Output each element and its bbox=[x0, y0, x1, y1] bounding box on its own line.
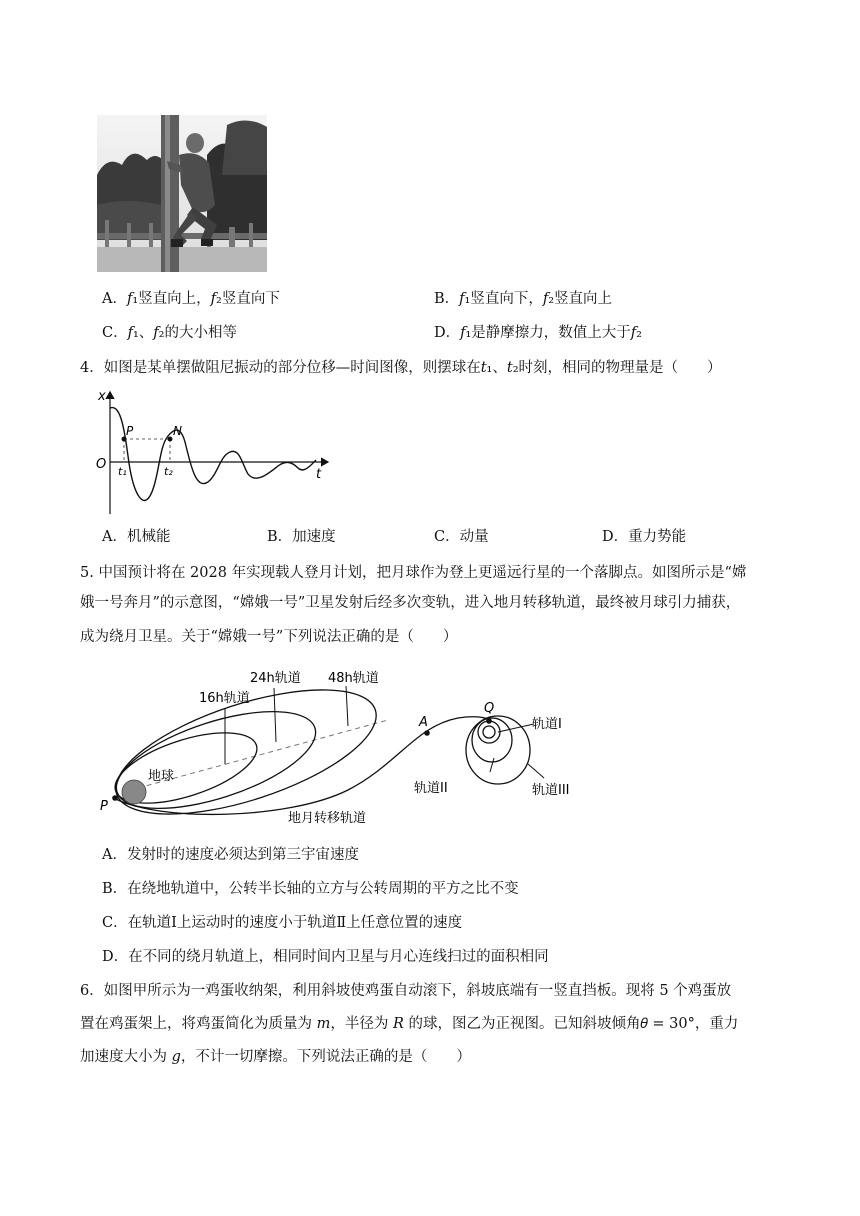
q5-option-d: D．在不同的绕月轨道上，相同时间内卫星与月心连线扫过的面积相同 bbox=[102, 949, 549, 965]
q5-orbit-diagram bbox=[98, 660, 598, 830]
q4-stem: 4．如图是某单摆做阻尼振动的部分位移—时间图像，则摆球在𝑡₁、𝑡₂时刻，相同的物理量是（ ） bbox=[80, 360, 722, 376]
q4-option-a: A．机械能 bbox=[102, 529, 171, 545]
climbing-photo bbox=[97, 115, 267, 272]
climbing-photo-image bbox=[97, 115, 267, 272]
point-q-label: Q bbox=[484, 701, 495, 716]
q3-option-a: A．𝑓₁竖直向上，𝑓₂竖直向下 bbox=[102, 291, 280, 307]
orbit-24h-label: 24h轨道 bbox=[250, 671, 301, 686]
point-a-label: A bbox=[419, 715, 428, 730]
point-a bbox=[424, 730, 430, 736]
orbit-48h bbox=[102, 664, 390, 830]
q5-option-a: A．发射时的速度必须达到第三宇宙速度 bbox=[102, 847, 359, 863]
q5-option-c: C．在轨道Ⅰ上运动时的速度小于轨道Ⅱ上任意位置的速度 bbox=[102, 915, 463, 931]
point-n bbox=[168, 437, 173, 442]
orbit-2-label: 轨道II bbox=[414, 781, 448, 796]
transfer-orbit-label: 地月转移轨道 bbox=[288, 811, 367, 826]
q4-displacement-graph bbox=[90, 386, 335, 516]
q6-stem-line-2: 置在鸡蛋架上，将鸡蛋简化为质量为 𝑚，半径为 𝑅 的球，图乙为正视图。已知斜坡倾角𝜃 = 30°，重力 bbox=[80, 1016, 739, 1032]
orbit-3-label: 轨道III bbox=[532, 783, 570, 798]
point-p-label: P bbox=[126, 424, 134, 438]
q6-stem-line-3: 加速度大小为 𝑔，不计一切摩擦。下列说法正确的是（ ） bbox=[80, 1049, 471, 1065]
orbit-2 bbox=[472, 718, 512, 762]
point-p-label: P bbox=[100, 799, 108, 814]
orbit-1-label: 轨道I bbox=[532, 717, 562, 732]
q6-stem-line-1: 6．如图甲所示为一鸡蛋收纳架，利用斜坡使鸡蛋自动滚下，斜坡底端有一竖直挡板。现将 5 个鸡蛋放 bbox=[80, 983, 732, 999]
q5-option-b: B．在绕地轨道中，公转半长轴的立方与公转周期的平方之比不变 bbox=[102, 881, 519, 897]
point-q bbox=[486, 718, 492, 724]
q3-option-d: D．𝑓₁是静摩擦力，数值上大于𝑓₂ bbox=[434, 325, 642, 341]
earth-label: 地球 bbox=[148, 769, 175, 784]
q3-option-b: B．𝑓₁竖直向下，𝑓₂竖直向上 bbox=[434, 291, 613, 307]
q5-stem-line-3: 成为绕月卫星。关于“嫦娥一号”下列说法正确的是（ ） bbox=[80, 629, 458, 645]
t2-label: t₂ bbox=[164, 465, 173, 478]
t-axis-label: t bbox=[316, 467, 322, 482]
q5-stem-line-2: 娥一号奔月”的示意图，“嫦娥一号”卫星发射后经多次变轨，进入地月转移轨道，最终被月球引力捕获， bbox=[80, 595, 741, 611]
q3-option-c: C．𝑓₁、𝑓₂的大小相等 bbox=[102, 325, 237, 341]
moon-circle bbox=[483, 726, 495, 738]
earth-circle bbox=[122, 780, 146, 804]
orbit-1 bbox=[478, 721, 500, 743]
t1-label: t₁ bbox=[118, 465, 127, 478]
orbit-48h-label: 48h轨道 bbox=[328, 671, 379, 686]
point-p bbox=[112, 795, 118, 801]
q4-option-b: B．加速度 bbox=[267, 529, 336, 545]
origin-label: O bbox=[96, 457, 107, 472]
q4-option-d: D．重力势能 bbox=[602, 529, 687, 545]
q5-stem-line-1: 5. 中国预计将在 2028 年实现载人登月计划，把月球作为登上更遥远行星的一个落脚点。如图所示是“嫦 bbox=[80, 565, 747, 581]
orbit-16h-label: 16h轨道 bbox=[199, 691, 250, 706]
point-n-label: N bbox=[173, 424, 182, 438]
q4-option-c: C．动量 bbox=[434, 529, 489, 545]
damped-oscillation-curve bbox=[110, 408, 316, 501]
x-axis-label: x bbox=[98, 389, 106, 404]
